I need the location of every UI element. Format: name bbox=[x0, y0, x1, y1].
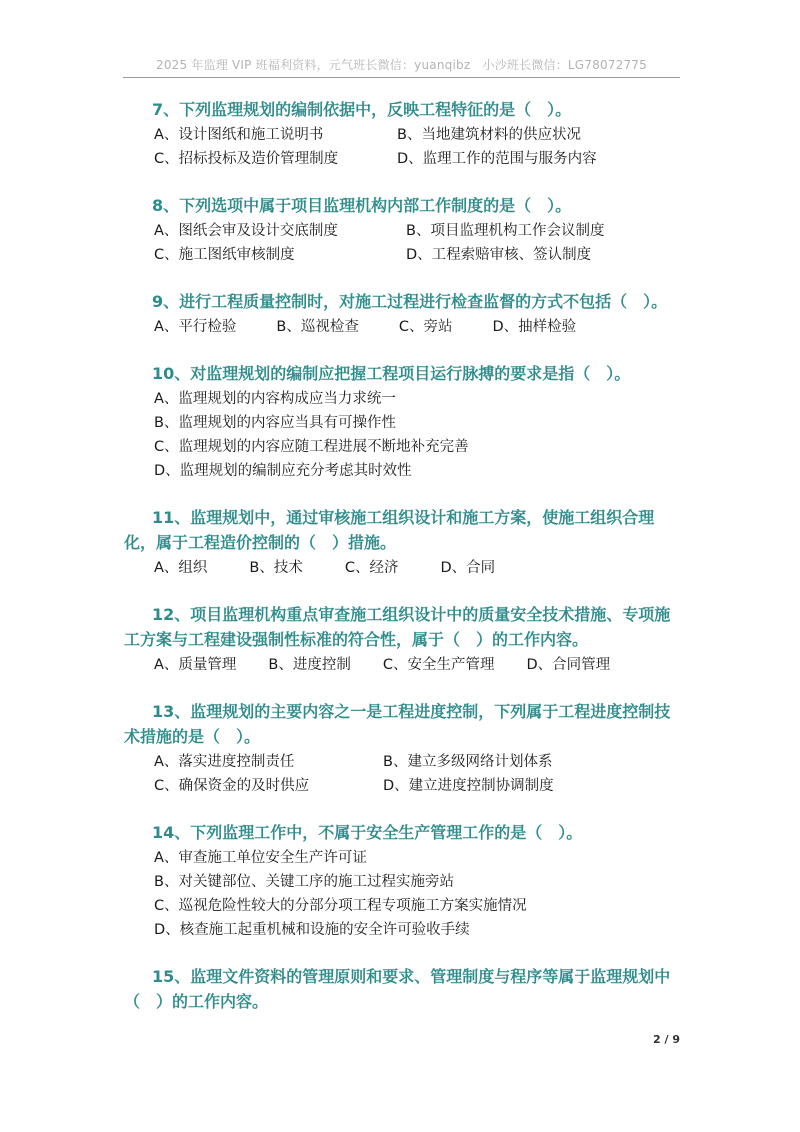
page-header: 2025 年监理 VIP 班福利资料，元气班长微信：yuanqibz 小沙班长微信：LG78072775 bbox=[156, 58, 647, 72]
question-list bbox=[124, 97, 684, 1036]
question-title: 10、对监理规划的编制应把握工程项目运行脉搏的要求是指（ ）。 bbox=[152, 364, 631, 383]
option-d: D、建立进度控制协调制度 bbox=[383, 778, 554, 794]
option-d: D、监理规划的编制应充分考虑其时效性 bbox=[154, 463, 412, 479]
question-8 bbox=[124, 193, 684, 267]
question-10 bbox=[124, 361, 684, 483]
option-c: C、施工图纸审核制度 bbox=[154, 247, 295, 263]
question-7 bbox=[124, 97, 684, 171]
question-title: 11、监理规划中，通过审核施工组织设计和施工方案，使施工组织合理化，属于工程造价控制的（ ）措施。 bbox=[124, 508, 655, 552]
option-a: A、平行检验 bbox=[154, 319, 237, 335]
option-c: C、确保资金的及时供应 bbox=[154, 778, 310, 794]
question-14 bbox=[124, 820, 684, 942]
question-9 bbox=[124, 289, 684, 339]
question-12 bbox=[124, 602, 684, 677]
option-d: D、工程索赔审核、签认制度 bbox=[406, 247, 592, 263]
option-b: B、当地建筑材料的供应状况 bbox=[397, 127, 581, 143]
option-d: D、核查施工起重机械和设施的安全许可验收手续 bbox=[154, 922, 470, 938]
option-d: D、合同 bbox=[440, 560, 496, 576]
question-title: 14、下列监理工作中，不属于安全生产管理工作的是（ ）。 bbox=[152, 823, 583, 842]
option-d: D、抽样检验 bbox=[492, 319, 577, 335]
question-title: 15、监理文件资料的管理原则和要求、管理制度与程序等属于监理规划中（ ）的工作内容。 bbox=[124, 967, 671, 1011]
question-13 bbox=[124, 699, 684, 798]
option-c: C、经济 bbox=[344, 560, 399, 576]
page-number: 2 / 9 bbox=[653, 1033, 680, 1046]
option-c: C、安全生产管理 bbox=[382, 657, 495, 673]
option-b: B、技术 bbox=[249, 560, 303, 576]
header-divider bbox=[123, 77, 680, 78]
question-title: 12、项目监理机构重点审查施工组织设计中的质量安全技术措施、专项施工方案与工程建设强制性标准的符合性，属于（ ）的工作内容。 bbox=[124, 605, 671, 649]
question-title: 13、监理规划的主要内容之一是工程进度控制，下列属于工程进度控制技术措施的是（ ）。 bbox=[124, 702, 671, 746]
option-b: B、项目监理机构工作会议制度 bbox=[406, 223, 605, 239]
option-c: C、巡视危险性较大的分部分项工程专项施工方案实施情况 bbox=[154, 898, 527, 914]
option-a: A、落实进度控制责任 bbox=[154, 754, 295, 770]
question-title: 9、进行工程质量控制时，对施工过程进行检查监督的方式不包括（ ）。 bbox=[152, 292, 668, 311]
option-a: A、图纸会审及设计交底制度 bbox=[154, 223, 338, 239]
question-title: 7、下列监理规划的编制依据中，反映工程特征的是（ ）。 bbox=[152, 100, 572, 119]
option-b: B、巡视检查 bbox=[276, 319, 359, 335]
option-d: D、监理工作的范围与服务内容 bbox=[397, 151, 597, 167]
option-c: C、监理规划的内容应随工程进展不断地补充完善 bbox=[154, 439, 469, 455]
option-d: D、合同管理 bbox=[526, 657, 611, 673]
option-b: B、建立多级网络计划体系 bbox=[383, 754, 553, 770]
option-a: A、设计图纸和施工说明书 bbox=[154, 127, 324, 143]
option-b: B、进度控制 bbox=[268, 657, 351, 673]
option-b: B、对关键部位、关键工序的施工过程实施旁站 bbox=[154, 874, 454, 890]
option-a: A、监理规划的内容构成应当力求统一 bbox=[154, 391, 396, 407]
option-b: B、监理规划的内容应当具有可操作性 bbox=[154, 415, 396, 431]
question-15 bbox=[124, 964, 684, 1014]
option-a: A、审查施工单位安全生产许可证 bbox=[154, 850, 367, 866]
question-title: 8、下列选项中属于项目监理机构内部工作制度的是（ ）。 bbox=[152, 196, 572, 215]
option-c: C、旁站 bbox=[398, 319, 453, 335]
option-c: C、招标投标及造价管理制度 bbox=[154, 151, 339, 167]
option-a: A、质量管理 bbox=[154, 657, 237, 673]
option-a: A、组织 bbox=[154, 560, 208, 576]
question-11 bbox=[124, 505, 684, 580]
